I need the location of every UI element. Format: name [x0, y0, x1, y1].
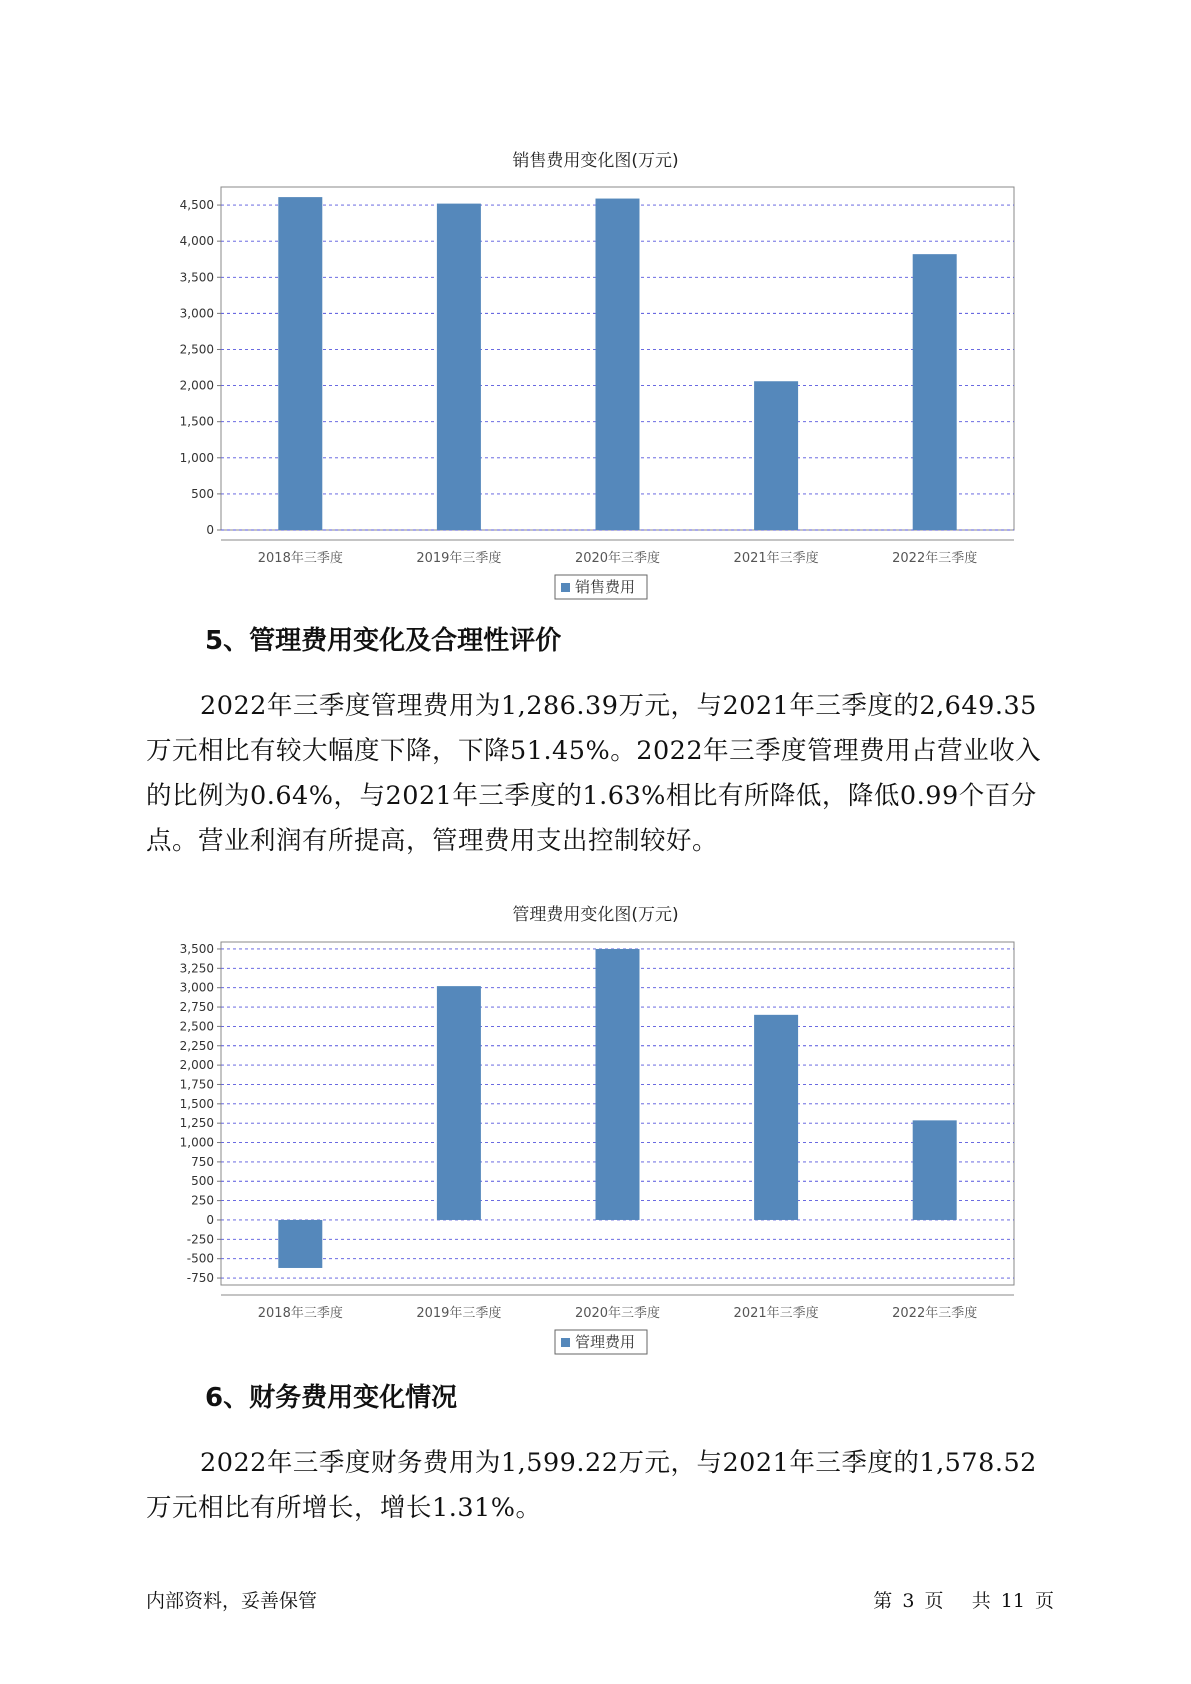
y-tick-label: 4,500 [179, 198, 214, 213]
chart-1-title: 销售费用变化图(万元) [512, 151, 679, 171]
y-tick-label: 2,000 [179, 378, 214, 393]
legend-label: 管理费用 [575, 1333, 636, 1351]
bar [596, 199, 640, 530]
y-tick-label: 2,750 [179, 1000, 214, 1015]
y-tick-label: 3,250 [179, 961, 214, 976]
y-tick-label: 2,500 [179, 342, 214, 357]
bar [754, 381, 798, 530]
sales-expense-chart [0, 150, 1191, 596]
y-tick-label: 1,750 [179, 1077, 214, 1092]
bar [596, 949, 640, 1220]
legend-label: 销售费用 [575, 578, 636, 596]
total-unit: 页 [1034, 1590, 1054, 1612]
y-tick-label: 0 [206, 1212, 214, 1227]
y-tick-label: -250 [186, 1232, 214, 1247]
x-tick-label: 2021年三季度 [733, 551, 819, 566]
x-tick-label: 2019年三季度 [416, 1306, 502, 1321]
x-tick-label: 2018年三季度 [257, 551, 343, 566]
bar [278, 197, 322, 530]
y-tick-label: 1,500 [179, 1096, 214, 1111]
legend-swatch [561, 583, 570, 592]
chart-2-title: 管理费用变化图(万元) [512, 905, 679, 925]
y-tick-label: 2,250 [179, 1038, 214, 1053]
y-tick-label: 1,000 [179, 450, 214, 465]
total-prefix: 共 [971, 1590, 991, 1612]
bar [913, 1120, 957, 1220]
y-tick-label: 3,500 [179, 270, 214, 285]
page-prefix: 第 [873, 1590, 893, 1612]
bar [754, 1015, 798, 1220]
y-tick-label: 3,000 [179, 306, 214, 321]
x-tick-label: 2022年三季度 [892, 1306, 978, 1321]
y-tick-label: 3,500 [179, 941, 214, 956]
x-tick-label: 2020年三季度 [574, 551, 661, 566]
y-tick-label: 750 [191, 1154, 214, 1169]
y-tick-label: 250 [191, 1193, 214, 1208]
y-tick-label: 500 [191, 1174, 214, 1189]
footer-page-info [871, 1586, 1056, 1613]
x-tick-label: 2021年三季度 [733, 1306, 819, 1321]
section-6-paragraph: 2022年三季度财务费用为1,599.22万元，与2021年三季度的1,578.52万元相比有所增长，增长1.31%。 [146, 1448, 1037, 1523]
x-tick-label: 2018年三季度 [257, 1306, 343, 1321]
y-tick-label: 0 [206, 523, 214, 537]
y-tick-label: 2,500 [179, 1019, 214, 1034]
legend-swatch [561, 1338, 570, 1347]
bar [913, 254, 957, 530]
y-tick-label: 1,250 [179, 1116, 214, 1131]
page-number: 3 [902, 1590, 915, 1612]
bar [437, 204, 481, 530]
section-5-heading: 5、管理费用变化及合理性评价 [205, 626, 562, 656]
x-tick-label: 2020年三季度 [574, 1306, 661, 1321]
y-tick-label: 1,000 [179, 1135, 214, 1150]
y-tick-label: 2,000 [179, 1058, 214, 1073]
y-tick-label: -750 [186, 1271, 214, 1286]
section-5-paragraph: 2022年三季度管理费用为1,286.39万元，与2021年三季度的2,649.35万元相比有较大幅度下降，下降51.45%。2022年三季度管理费用占营业收入的比例为0.64%，与2021年三季度的1.63%相比有所降低，降低0.99个百分点。营业利润有所提高，管理费用支出控制较好。 [146, 691, 1042, 856]
bar [437, 986, 481, 1220]
y-tick-label: 4,000 [179, 234, 214, 249]
y-tick-label: 1,500 [179, 414, 214, 429]
x-tick-label: 2019年三季度 [416, 551, 502, 566]
section-6-heading: 6、财务费用变化情况 [205, 1383, 458, 1413]
x-tick-label: 2022年三季度 [892, 551, 978, 566]
y-tick-label: -500 [186, 1251, 214, 1266]
y-tick-label: 3,000 [179, 980, 214, 995]
page-unit: 页 [924, 1590, 944, 1612]
bar [278, 1220, 322, 1268]
total-pages: 11 [1000, 1590, 1025, 1612]
y-tick-label: 500 [191, 486, 214, 501]
management-expense-chart [0, 905, 1191, 1351]
footer-confidential-note: 内部资料，妥善保管 [146, 1590, 318, 1612]
